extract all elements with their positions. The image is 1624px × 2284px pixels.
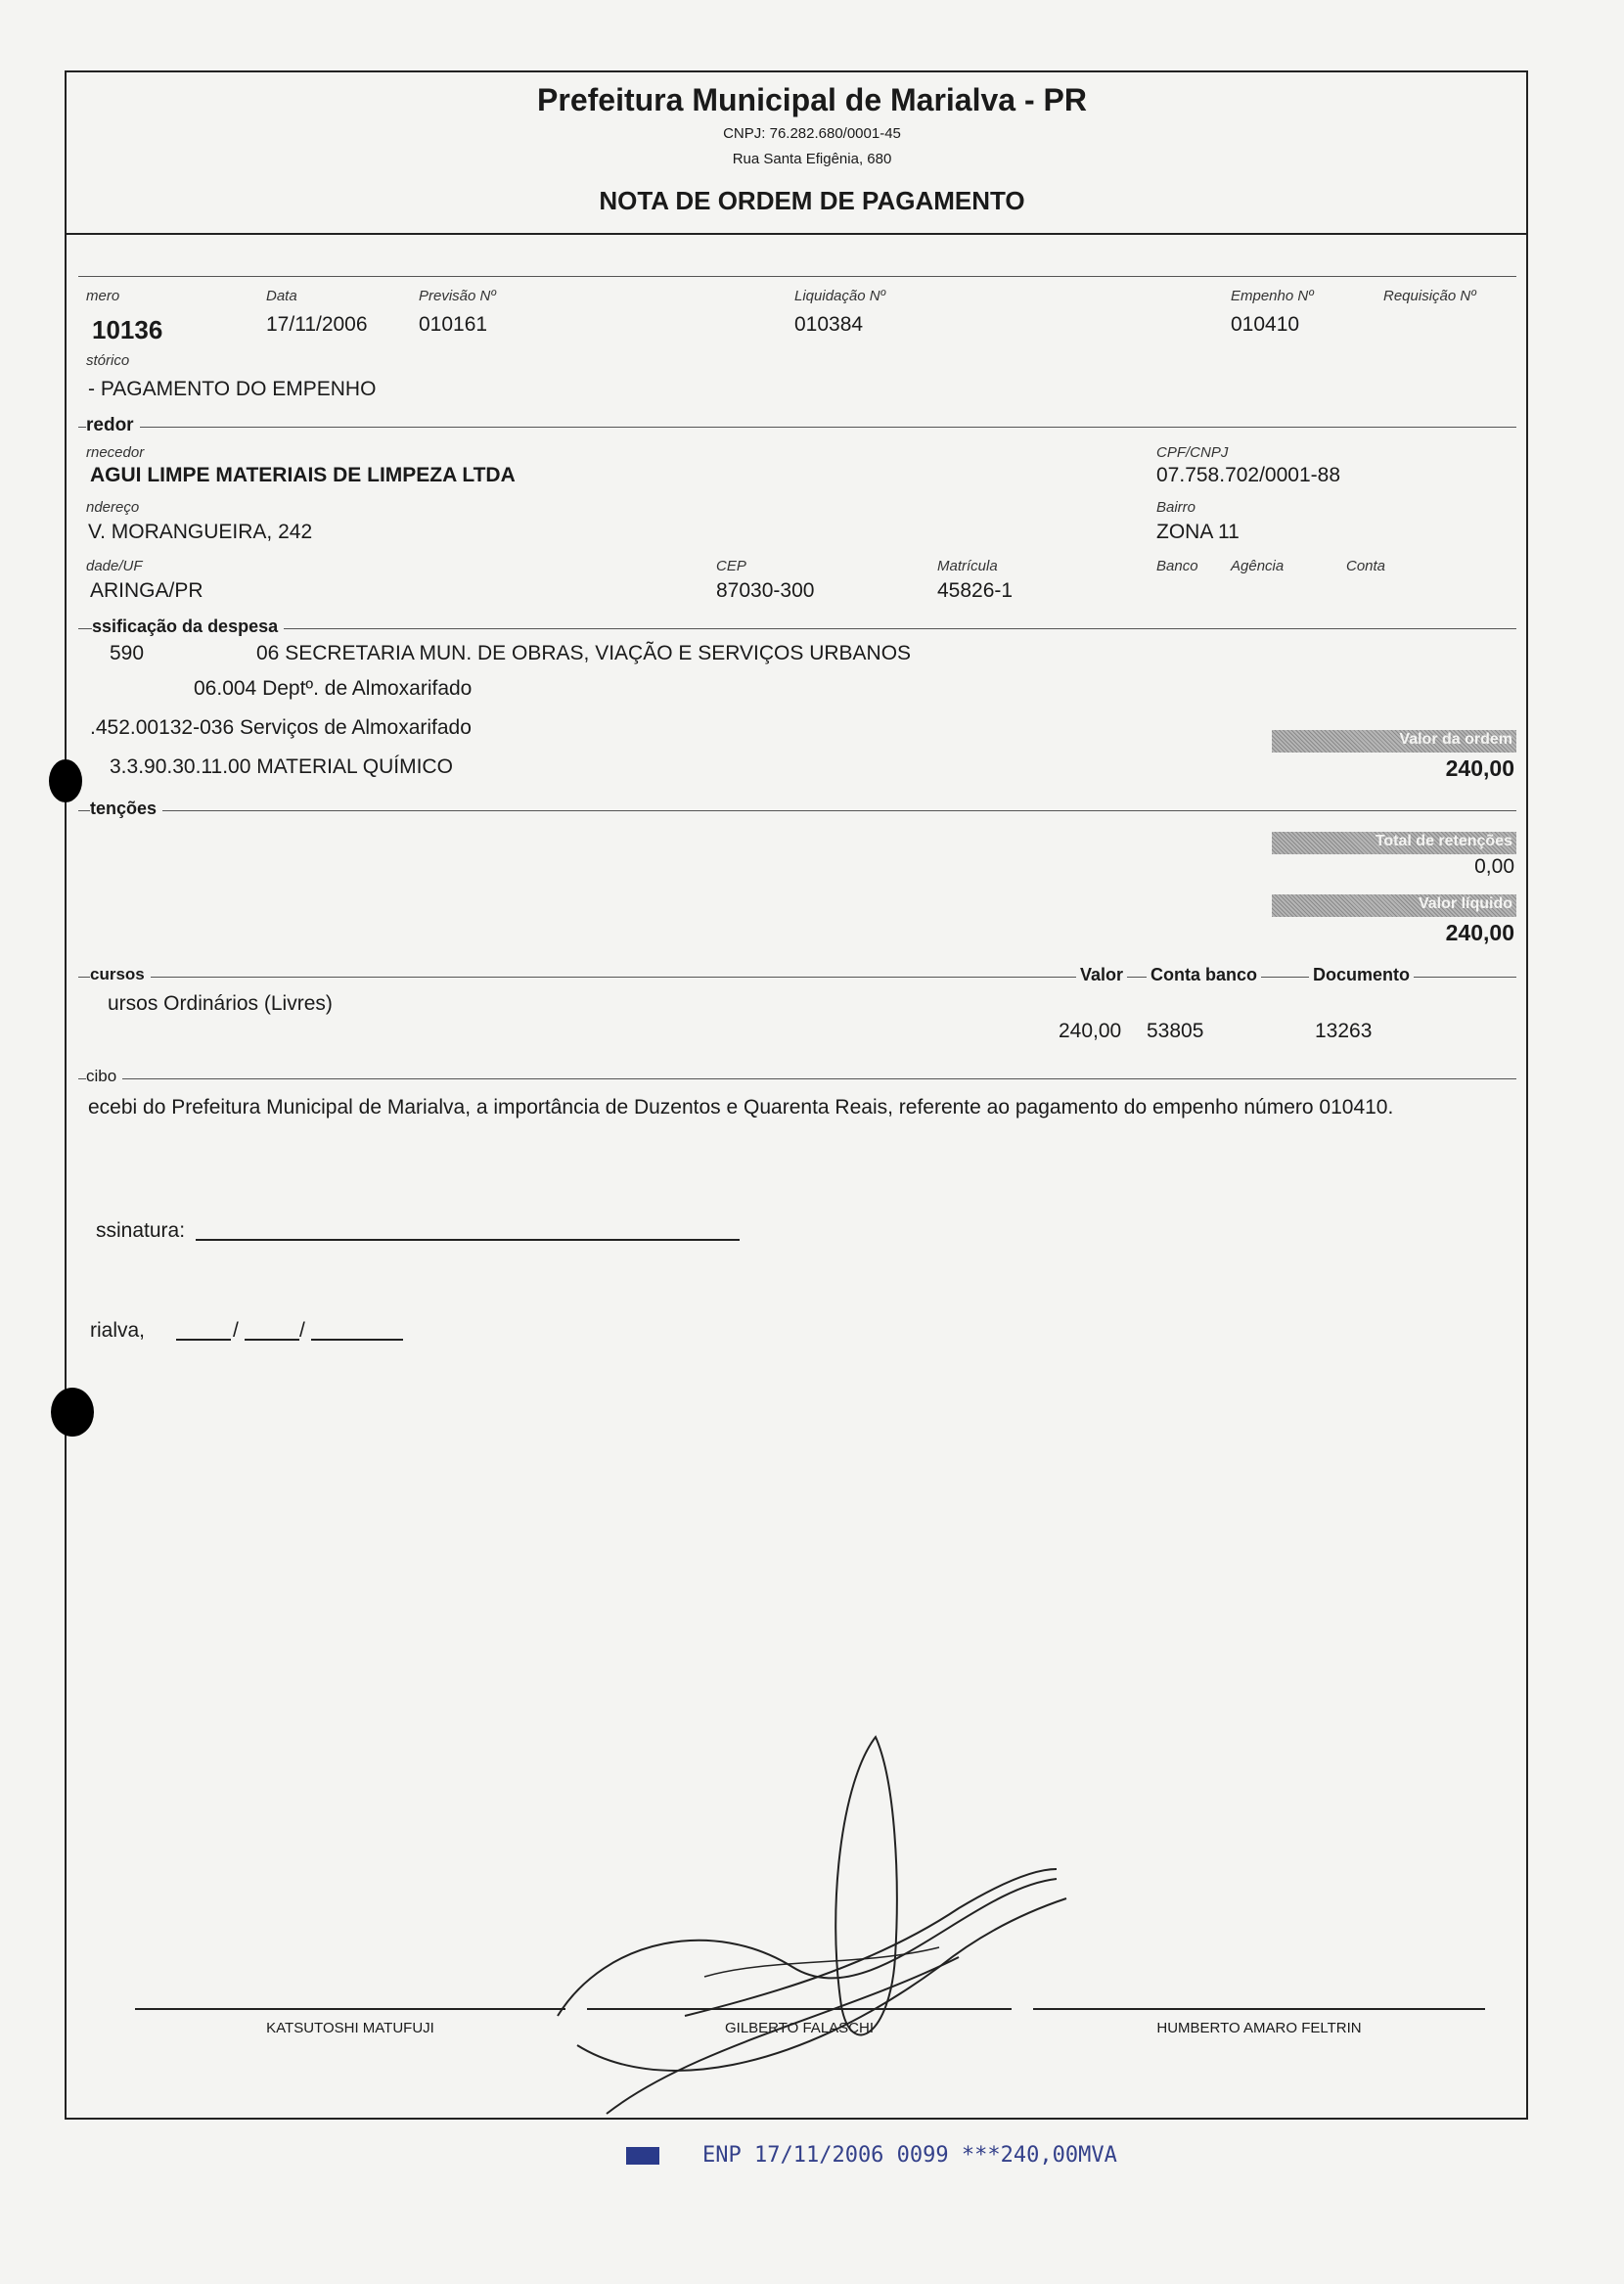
handwritten-signature xyxy=(548,1722,1096,2133)
classificacao-code: 590 xyxy=(110,642,145,664)
empenho-value: 010410 xyxy=(1231,313,1300,336)
fornecedor-label: rnecedor xyxy=(86,444,145,461)
cpf-value: 07.758.702/0001-88 xyxy=(1156,464,1341,486)
recibo-divider xyxy=(78,1078,1516,1079)
matricula-label: Matrícula xyxy=(937,558,998,574)
data-label: Data xyxy=(266,288,297,304)
cep-value: 87030-300 xyxy=(716,579,815,602)
classificacao-divider xyxy=(78,628,1516,629)
total-retencoes-value: 0,00 xyxy=(1474,855,1514,878)
credor-divider xyxy=(78,427,1516,428)
valor-liquido-value: 240,00 xyxy=(1445,920,1514,945)
date-sep-2: / xyxy=(299,1319,305,1342)
liquidacao-label: Liquidação Nº xyxy=(794,288,886,304)
signature-line-3 xyxy=(1033,2008,1485,2010)
date-year-line[interactable] xyxy=(311,1339,403,1341)
bairro-label: Bairro xyxy=(1156,499,1196,516)
numero-value: 10136 xyxy=(92,315,163,344)
cidade-label: dade/UF xyxy=(86,558,143,574)
matricula-value: 45826-1 xyxy=(937,579,1014,602)
local-label: rialva, xyxy=(90,1319,146,1342)
servico-value: .452.00132-036 Serviços de Almoxarifado xyxy=(90,716,472,739)
footer-stamp: ENP 17/11/2006 0099 ***240,00MVA xyxy=(702,2143,1117,2168)
org-address: Rua Santa Efigênia, 680 xyxy=(732,151,892,167)
header-divider xyxy=(65,233,1528,235)
document-title: NOTA DE ORDEM DE PAGAMENTO xyxy=(599,186,1025,215)
valor-liquido-header: Valor líquido xyxy=(1272,894,1516,917)
punch-hole-1 xyxy=(49,759,82,802)
endereco-value: V. MORANGUEIRA, 242 xyxy=(88,521,313,543)
bairro-value: ZONA 11 xyxy=(1156,521,1240,543)
previsao-label: Previsão Nº xyxy=(419,288,496,304)
org-title: Prefeitura Municipal de Marialva - PR xyxy=(537,82,1087,117)
banco-label: Banco xyxy=(1156,558,1198,574)
liquidacao-value: 010384 xyxy=(794,313,864,336)
cep-label: CEP xyxy=(716,558,746,574)
signatory-3: HUMBERTO AMARO FELTRIN xyxy=(1156,2020,1362,2036)
historico-label: stórico xyxy=(86,352,130,369)
classificacao-section-title: ssificação da despesa xyxy=(92,617,284,637)
credor-section-title: redor xyxy=(86,415,140,436)
recursos-section-title: cursos xyxy=(90,965,151,984)
requisicao-label: Requisição Nº xyxy=(1383,288,1476,304)
recursos-divider xyxy=(78,977,1516,978)
recibo-text: ecebi do Prefeitura Municipal de Marialva, a importância de Duzentos e Quarenta Reais, referente ao pagamento do empenho número 010410. xyxy=(88,1096,1394,1119)
recurso-valor: 240,00 xyxy=(1059,1020,1122,1042)
empenho-label: Empenho Nº xyxy=(1231,288,1314,304)
departamento-value: 06.004 Deptº. de Almoxarifado xyxy=(194,677,473,700)
cpf-label: CPF/CNPJ xyxy=(1156,444,1229,461)
valor-ordem-header: Valor da ordem xyxy=(1272,730,1516,753)
historico-value: - PAGAMENTO DO EMPENHO xyxy=(88,378,377,400)
conta-banco-header: Conta banco xyxy=(1147,965,1261,985)
assinatura-label: ssinatura: xyxy=(96,1219,186,1242)
signatory-2: GILBERTO FALASCHI xyxy=(725,2020,874,2036)
documento-header: Documento xyxy=(1309,965,1414,985)
recibo-section-title: cibo xyxy=(86,1067,122,1086)
agencia-label: Agência xyxy=(1231,558,1285,574)
punch-hole-2 xyxy=(51,1388,94,1437)
assinatura-line[interactable] xyxy=(196,1239,740,1241)
date-sep-1: / xyxy=(233,1319,239,1342)
valor-header: Valor xyxy=(1076,965,1127,985)
stamp-logo-icon xyxy=(626,2147,659,2165)
org-cnpj: CNPJ: 76.282.680/0001-45 xyxy=(723,125,901,142)
date-month-line[interactable] xyxy=(245,1339,299,1341)
data-value: 17/11/2006 xyxy=(266,313,368,336)
recurso-descricao: ursos Ordinários (Livres) xyxy=(108,992,333,1015)
fornecedor-value: AGUI LIMPE MATERIAIS DE LIMPEZA LTDA xyxy=(90,464,516,486)
endereco-label: ndereço xyxy=(86,499,140,516)
date-day-line[interactable] xyxy=(176,1339,231,1341)
conta-label: Conta xyxy=(1346,558,1386,574)
valor-ordem-value: 240,00 xyxy=(1445,755,1514,781)
previsao-value: 010161 xyxy=(419,313,488,336)
recurso-conta: 53805 xyxy=(1147,1020,1204,1042)
retencoes-section-title: tenções xyxy=(90,799,162,819)
order-divider xyxy=(78,276,1516,277)
recurso-documento: 13263 xyxy=(1315,1020,1373,1042)
signatory-1: KATSUTOSHI MATUFUJI xyxy=(266,2020,434,2036)
secretaria-value: 06 SECRETARIA MUN. DE OBRAS, VIAÇÃO E SERVIÇOS URBANOS xyxy=(256,642,912,664)
signature-line-1 xyxy=(135,2008,565,2010)
total-retencoes-header: Total de retenções xyxy=(1272,832,1516,854)
cidade-value: ARINGA/PR xyxy=(90,579,203,602)
material-value: 3.3.90.30.11.00 MATERIAL QUÍMICO xyxy=(110,755,453,778)
numero-label: mero xyxy=(86,288,120,304)
retencoes-divider xyxy=(78,810,1516,811)
